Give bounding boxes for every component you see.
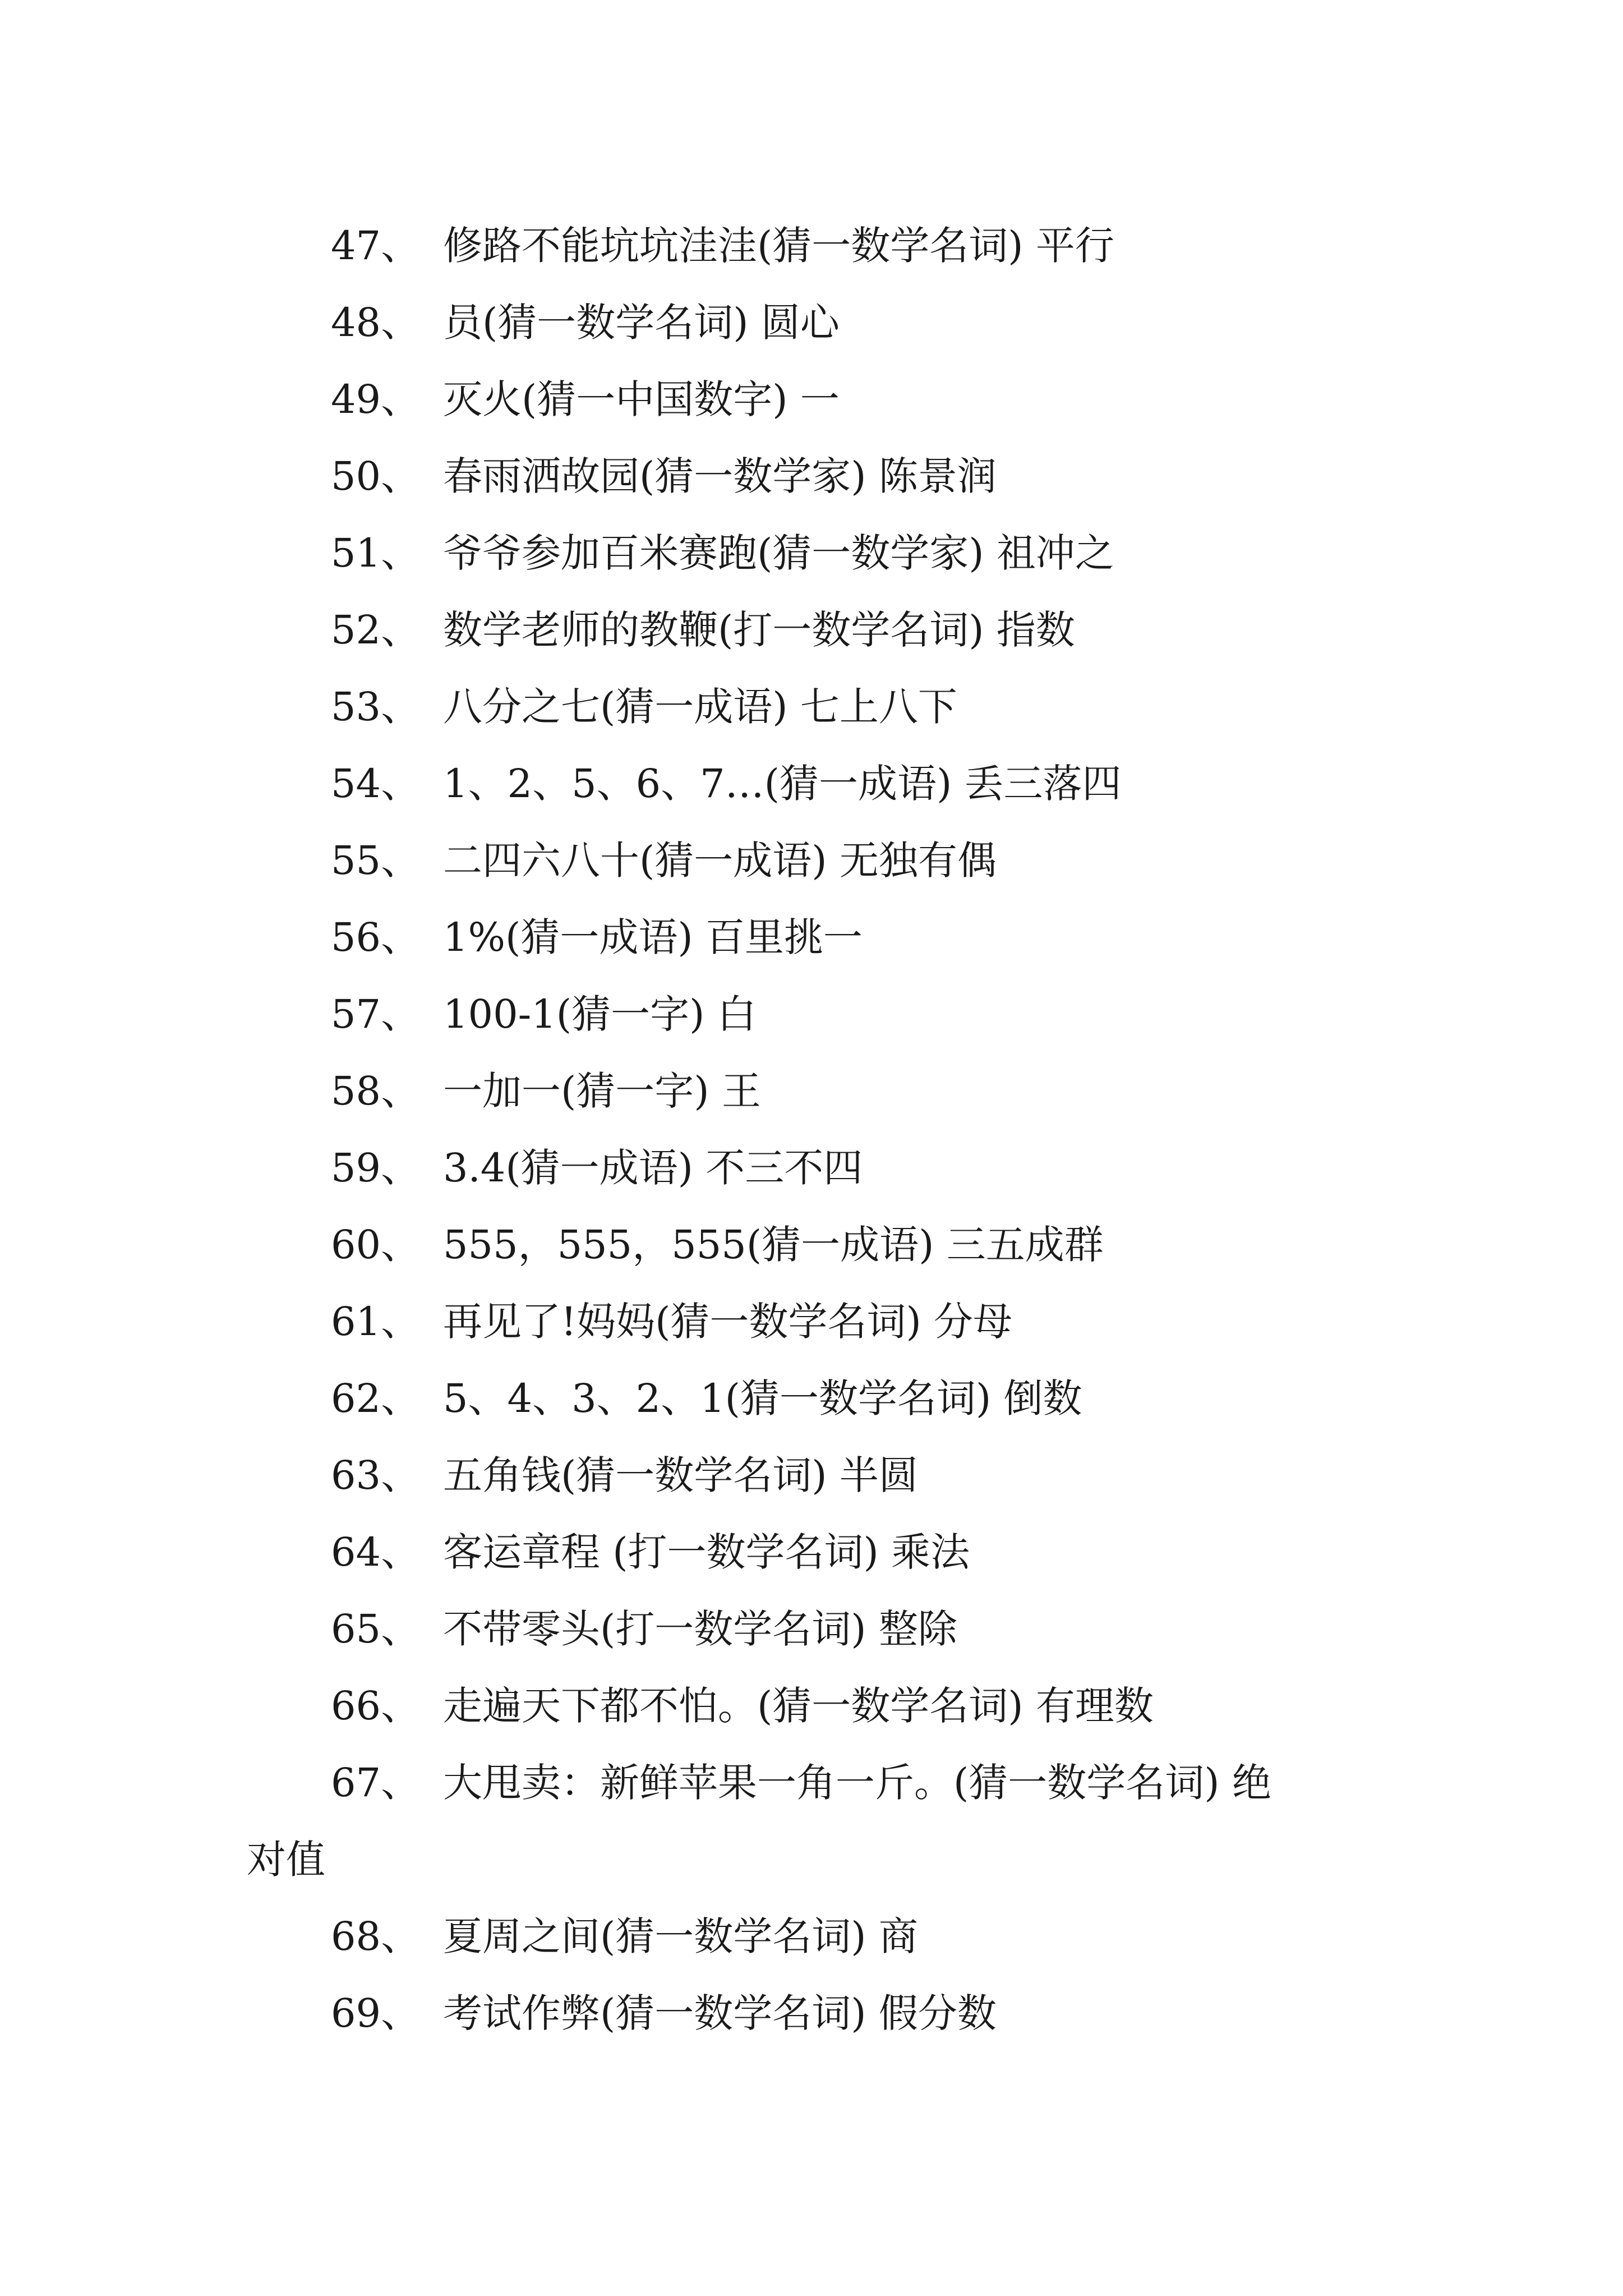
item-number: 60、 bbox=[331, 1222, 421, 1268]
item-number: 69、 bbox=[331, 1990, 421, 2036]
item-number: 53、 bbox=[331, 684, 421, 730]
list-item bbox=[247, 515, 1391, 592]
riddle-list bbox=[247, 208, 1391, 2052]
item-number: 49、 bbox=[331, 376, 421, 422]
item-number: 59、 bbox=[331, 1145, 421, 1191]
item-line-continued bbox=[247, 1821, 1391, 1898]
list-item bbox=[247, 1898, 1391, 1975]
list-item bbox=[247, 1437, 1391, 1514]
item-text: 5、4、3、2、1(猜一数学名词) 倒数 bbox=[443, 1375, 1082, 1421]
item-number: 63、 bbox=[331, 1452, 421, 1498]
item-text: 夏周之间(猜一数学名词) 商 bbox=[443, 1913, 918, 1959]
item-text: 员(猜一数学名词) 圆心 bbox=[443, 300, 840, 346]
item-text: 再见了!妈妈(猜一数学名词) 分母 bbox=[443, 1299, 1012, 1345]
item-number: 58、 bbox=[331, 1068, 421, 1114]
list-item bbox=[247, 746, 1391, 822]
item-text: 一加一(猜一字) 王 bbox=[443, 1068, 761, 1114]
item-number: 67、 bbox=[331, 1760, 421, 1806]
list-item bbox=[247, 1207, 1391, 1283]
item-number: 48、 bbox=[331, 300, 421, 346]
item-text: 修路不能坑坑洼洼(猜一数学名词) 平行 bbox=[443, 223, 1114, 269]
item-text: 不带零头(打一数学名词) 整除 bbox=[443, 1606, 957, 1652]
list-item bbox=[247, 1745, 1391, 1898]
list-item bbox=[247, 592, 1391, 669]
list-item bbox=[247, 1975, 1391, 2052]
item-text: 100-1(猜一字) 白 bbox=[443, 991, 757, 1037]
item-number: 47、 bbox=[331, 223, 421, 269]
item-text: 春雨洒故园(猜一数学家) 陈景润 bbox=[443, 453, 997, 499]
item-number: 52、 bbox=[331, 607, 421, 653]
item-number: 61、 bbox=[331, 1299, 421, 1345]
item-number: 64、 bbox=[331, 1529, 421, 1575]
list-item bbox=[247, 208, 1391, 284]
item-text: 1%(猜一成语) 百里挑一 bbox=[443, 914, 863, 960]
list-item bbox=[247, 361, 1391, 438]
item-text: 555，555，555(猜一成语) 三五成群 bbox=[443, 1222, 1104, 1268]
item-text: 爷爷参加百米赛跑(猜一数学家) 祖冲之 bbox=[443, 530, 1114, 576]
item-text: 走遍天下都不怕。(猜一数学名词) 有理数 bbox=[443, 1683, 1154, 1729]
item-text: 八分之七(猜一成语) 七上八下 bbox=[443, 684, 957, 730]
list-item bbox=[247, 1591, 1391, 1668]
list-item bbox=[247, 1668, 1391, 1745]
list-item bbox=[247, 669, 1391, 746]
item-number: 51、 bbox=[331, 530, 421, 576]
item-text: 二四六八十(猜一成语) 无独有偶 bbox=[443, 838, 997, 884]
item-text: 1、2、5、6、7…(猜一成语) 丢三落四 bbox=[443, 761, 1122, 807]
list-item bbox=[247, 899, 1391, 976]
list-item bbox=[247, 822, 1391, 899]
item-text: 3.4(猜一成语) 不三不四 bbox=[443, 1145, 863, 1191]
item-text: 灭火(猜一中国数字) 一 bbox=[443, 376, 840, 422]
item-line bbox=[331, 1745, 1391, 1821]
list-item bbox=[247, 1130, 1391, 1207]
item-number: 66、 bbox=[331, 1683, 421, 1729]
list-item bbox=[247, 438, 1391, 515]
item-number: 56、 bbox=[331, 914, 421, 960]
item-number: 65、 bbox=[331, 1606, 421, 1652]
list-item bbox=[247, 1360, 1391, 1437]
item-number: 54、 bbox=[331, 761, 421, 807]
item-text: 大甩卖：新鲜苹果一角一斤。(猜一数学名词) 绝 bbox=[443, 1760, 1271, 1806]
list-item bbox=[247, 1053, 1391, 1130]
list-item bbox=[247, 976, 1391, 1053]
item-text: 考试作弊(猜一数学名词) 假分数 bbox=[443, 1990, 997, 2036]
list-item bbox=[247, 1514, 1391, 1591]
item-number: 50、 bbox=[331, 453, 421, 499]
item-text: 数学老师的教鞭(打一数学名词) 指数 bbox=[443, 607, 1075, 653]
item-number: 62、 bbox=[331, 1375, 421, 1421]
list-item bbox=[247, 284, 1391, 361]
item-text: 五角钱(猜一数学名词) 半圆 bbox=[443, 1452, 918, 1498]
item-number: 68、 bbox=[331, 1913, 421, 1959]
list-item bbox=[247, 1283, 1391, 1360]
item-text-continued: 对值 bbox=[247, 1837, 325, 1883]
item-text: 客运章程 (打一数学名词) 乘法 bbox=[443, 1529, 970, 1575]
item-number: 57、 bbox=[331, 991, 421, 1037]
item-number: 55、 bbox=[331, 838, 421, 884]
